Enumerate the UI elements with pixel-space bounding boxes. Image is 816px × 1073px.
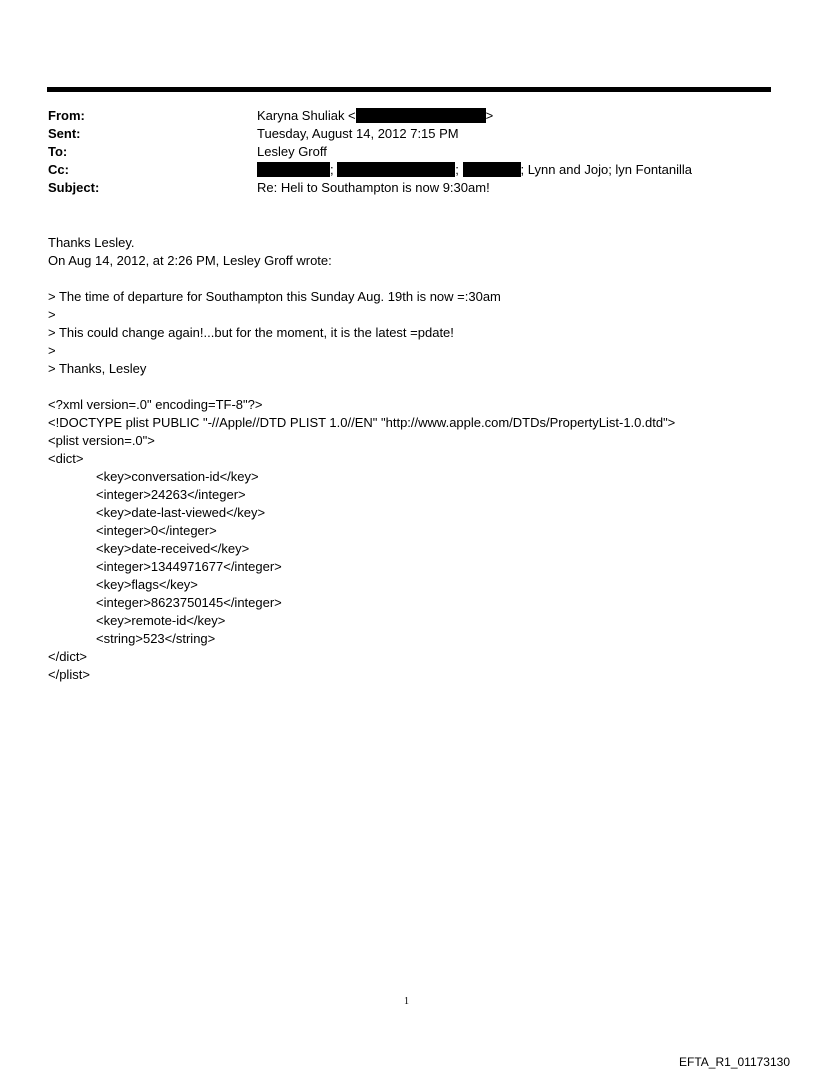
body-line: <key>date-last-viewed</key> bbox=[96, 505, 266, 520]
body-line: <integer>1344971677</integer> bbox=[96, 559, 282, 574]
body-line: </plist> bbox=[48, 667, 90, 682]
cc-separator: ; bbox=[330, 162, 334, 177]
page-number: 1 bbox=[404, 996, 409, 1007]
body-line: <key>remote-id</key> bbox=[96, 613, 226, 628]
sent-label: Sent: bbox=[48, 126, 81, 141]
subject-value: Re: Heli to Southampton is now 9:30am! bbox=[257, 180, 490, 195]
body-line: > This could change again!...but for the moment, it is the latest =pdate! bbox=[48, 325, 454, 340]
redaction-box bbox=[337, 162, 455, 177]
body-line: <plist version=.0"> bbox=[48, 433, 155, 448]
cc-separator: ; bbox=[455, 162, 459, 177]
body-line: <!DOCTYPE plist PUBLIC "-//Apple//DTD PLIST 1.0//EN" "http://www.apple.com/DTDs/PropertyList-1.0.dtd"> bbox=[48, 415, 676, 430]
body-line: <dict> bbox=[48, 451, 84, 466]
body-line: <?xml version=.0" encoding=TF-8"?> bbox=[48, 397, 263, 412]
redaction-box bbox=[356, 108, 486, 123]
cc-value bbox=[257, 161, 692, 179]
body-line: <integer>24263</integer> bbox=[96, 487, 246, 502]
body-line: > bbox=[48, 307, 56, 322]
to-label: To: bbox=[48, 144, 68, 159]
redaction-box bbox=[463, 162, 521, 177]
body-line: > The time of departure for Southampton this Sunday Aug. 19th is now =:30am bbox=[48, 289, 501, 304]
body-line: <key>date-received</key> bbox=[96, 541, 250, 556]
from-close: > bbox=[485, 108, 494, 123]
cc-tail: ; Lynn and Jojo; lyn Fontanilla bbox=[520, 162, 693, 177]
body-line: > bbox=[48, 343, 56, 358]
redaction-box bbox=[257, 162, 330, 177]
body-line: <string>523</string> bbox=[96, 631, 216, 646]
header-rule bbox=[47, 87, 771, 92]
body-line: </dict> bbox=[48, 649, 88, 664]
body-line: <key>conversation-id</key> bbox=[96, 469, 259, 484]
sent-value: Tuesday, August 14, 2012 7:15 PM bbox=[257, 126, 459, 141]
to-value: Lesley Groff bbox=[257, 144, 327, 159]
body-line: <key>flags</key> bbox=[96, 577, 198, 592]
body-line: <integer>0</integer> bbox=[96, 523, 217, 538]
body-line: > Thanks, Lesley bbox=[48, 361, 147, 376]
body-line: Thanks Lesley. bbox=[48, 235, 135, 250]
body-line: On Aug 14, 2012, at 2:26 PM, Lesley Groff wrote: bbox=[48, 253, 332, 268]
from-value bbox=[257, 107, 493, 125]
from-label: From: bbox=[48, 108, 85, 123]
subject-label: Subject: bbox=[48, 180, 100, 195]
body-line: <integer>8623750145</integer> bbox=[96, 595, 282, 610]
document-id: EFTA_R1_01173130 bbox=[679, 1055, 790, 1069]
from-name: Karyna Shuliak < bbox=[257, 108, 356, 123]
cc-label: Cc: bbox=[48, 162, 69, 177]
